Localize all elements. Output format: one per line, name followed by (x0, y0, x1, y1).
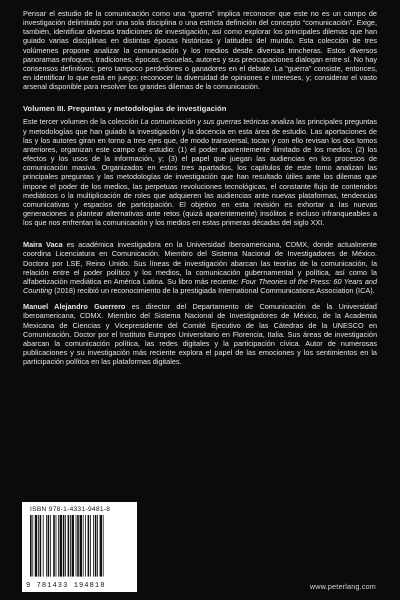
series-title: La comunicación y sus guerras teóricas (140, 117, 269, 127)
publisher-url: www.peterlang.com (309, 582, 376, 591)
volume-heading: Volumen III. Preguntas y metodologías de investigación (23, 104, 227, 114)
collection-description: Pensar el estudio de la comunicación como una “guerra” implica reconocer que este no es un campo de investigación delimitado por una sola disciplina o una estricta definición del concepto “comunicación”. Exige, también, identificar diversas tradiciones de investigación, así como explorar los principales dilemas que han guiado varias disciplinas en distintas épocas históricas y latitudes del mundo. Esta colección de tres volúmenes propone analizar la comunicación y los medios desde diversas trincheras. Estos diversos panoramas enfoques, tradiciones, épocas, escuelas, autores y sus preocupaciones dialogan entre sí. No hay consensos definitivos; pero tampoco perdedores o ganadores en el debate. La “guerra” consiste, entonces, en identificar lo que está en juego; reconocer la diversidad de opiniones e intereses, y; considerar el vasto arsenal disponible para resolver los grandes dilemas de la comunicación. (23, 9, 377, 92)
author-bio-guerrero: Manuel Alejandro Guerrero es director del Departamento de Comunicación de la Universidad Iberoamericana, CDMX. Miembro del Sistema Nacional de Investigadores de México, de la Academia Mexicana de Ciencias y Vicepresidente del Comité Ejecutivo de las Cátedras de la UNESCO en Comunicación. Doctor por el Instituto Europeo Universitario en Florencia, Italia. Sus áreas de investigación abarcan la comunicación política, las redes digitales y la participación cívica. Autor de numerosas publicaciones y su investigación más reciente explora el papel de las emociones y los sentimientos en la participación política en las plataformas digitales. (23, 302, 377, 367)
author-name: Maira Vaca (23, 240, 63, 250)
author-name: Manuel Alejandro Guerrero (23, 302, 126, 312)
volume-description: Este tercer volumen de la colección La comunicación y sus guerras teóricas analiza las principales preguntas y metodologías que han guiado la investigación y la docencia en esta área de estudio. Las aportaciones de las y los autores giran en torno a tres ejes que, de modo transversal, tocan y con ello revisan los dos tomos anteriores, organizan este campo de estudio: (1) el poder aparentemente ilimitado de los medios; (2) los efectos y los usos de la información, y; (3) el papel que juegan las audiencias en los procesos de comunicación masiva. Organizados en estos tres apartados, los capítulos de este tomo analizan las principales preguntas y las metodologías de investigación que han resultado útiles ante los dilemas que impone el poder de los medios, las perpetuas revoluciones tecnológicas, el constante flujo de contenidos mediáticos o la multiplicación de roles que adquieren las audiencias ante nuevas plataformas, tendencias comunicativas y espacios de participación. El objetivo en esta revisión es exhortar a las nuevas generaciones a plantear alternativas ante retos (quizá aparentemente) insólitos e incluso infranqueables a los que nos enfrentan la comunicación y los medios en estas primeras décadas del siglo XXI. (23, 117, 377, 228)
isbn-label: ISBN 978-1-4331-9481-8 (30, 506, 111, 513)
book-title: Four Theories of the Press: 60 Years and Counting (23, 276, 377, 296)
barcode-icon (28, 515, 131, 581)
isbn-barcode (22, 502, 137, 592)
author-bio-vaca: Maira Vaca es académica investigadora en la Universidad Iberoamericana, CDMX, donde actualmente coordina Licenciatura en Comunicación. Miembro del Sistema Nacional de Investigadores de México. Doctora por LSE, Reino Unido. Sus líneas de investigación abarcan las teorías de la comunicación, la relación entre el poder político y los medios, la comunicación gubernamental y política, así como la alfabetización mediática en América Latina. Su libro más reciente: Four Theories of the Press: 60 Years and Counting (2018) recibió un reconocimiento de la prestigiada International Communications Association (ICA). (23, 240, 377, 296)
barcode-digits: 9 781433 194818 (26, 582, 106, 590)
